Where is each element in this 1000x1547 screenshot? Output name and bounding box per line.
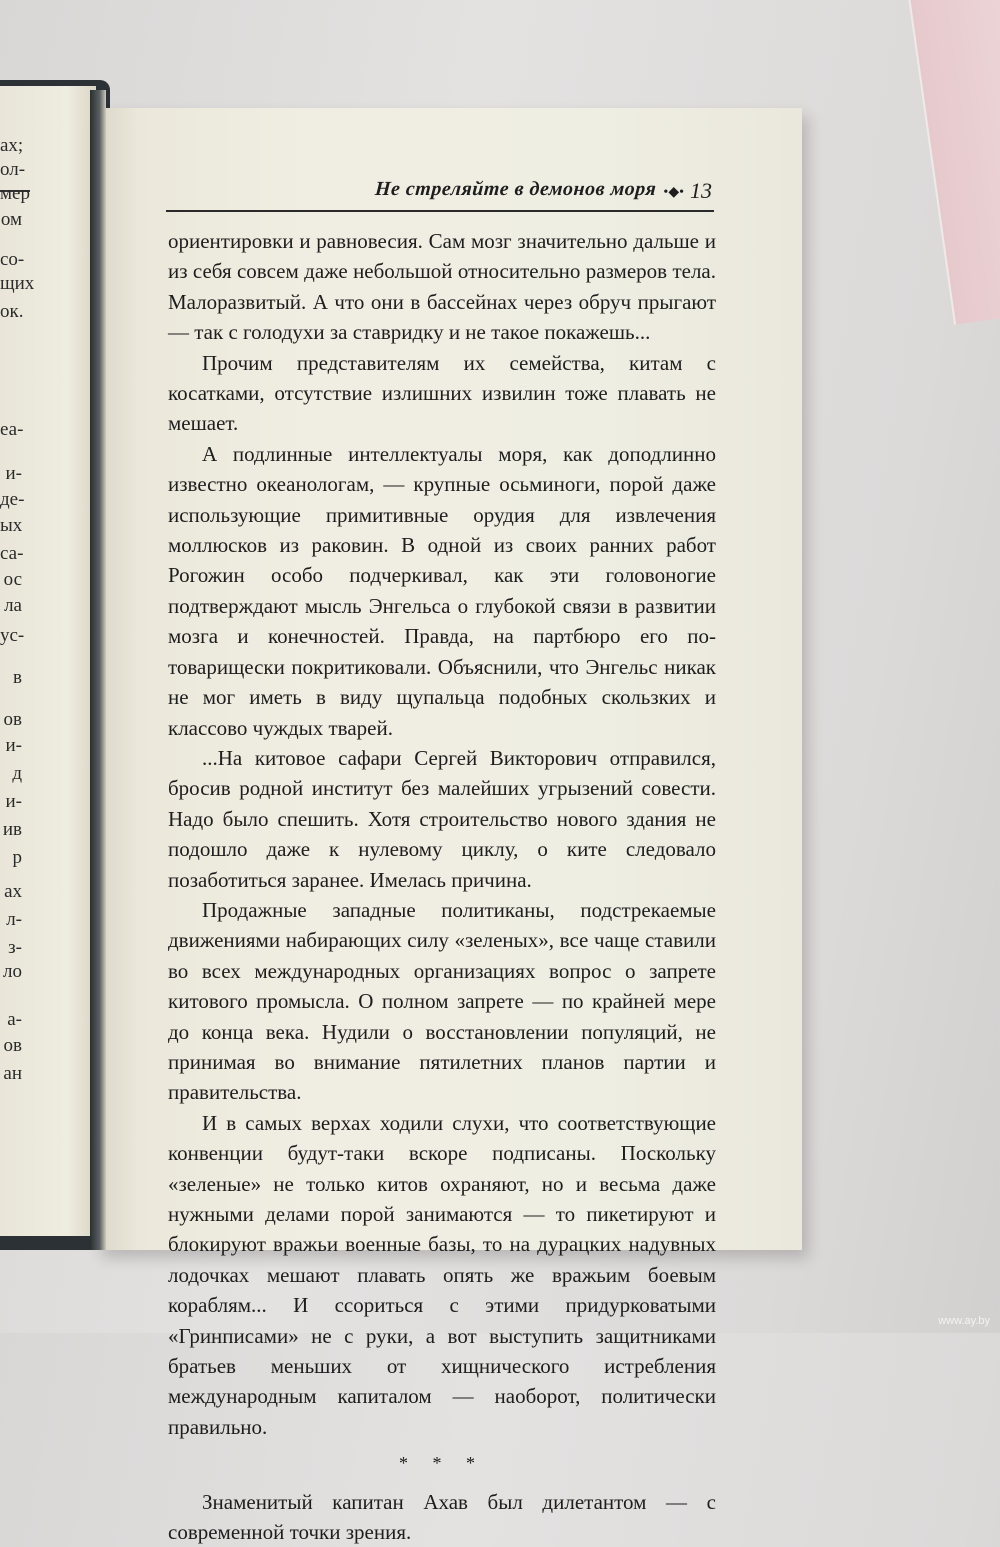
book-gutter bbox=[90, 90, 106, 1250]
left-page-fragment: и- bbox=[5, 735, 22, 756]
left-page-fragment: де- bbox=[0, 489, 25, 510]
page-text bbox=[168, 226, 716, 1547]
left-page-fragment: л- bbox=[6, 909, 22, 930]
left-page-fragment: ла bbox=[4, 595, 22, 616]
left-page-fragment: и- bbox=[5, 463, 22, 484]
left-page-fragment: ах; bbox=[0, 135, 24, 156]
left-page-fragment: ок. bbox=[0, 301, 24, 322]
left-page-fragment: ос bbox=[3, 569, 22, 590]
left-page-fragment: мер bbox=[0, 183, 30, 204]
header-rule bbox=[166, 210, 714, 212]
header-ornament-icon: •◆• bbox=[663, 185, 684, 200]
left-page-fragment: ол- bbox=[0, 159, 26, 180]
paragraph: А подлинные интеллектуалы моря, как доподлинно известно океанологам, — крупные осьминоги, порой даже использующие примитивные орудия для извлечения моллюсков из раковин. В одной из своих ранних работ Рогожин особо подчеркивал, как эти головоногие подтверждают мысль Энгельса о глубокой связи в развитии мозга и конечностей. Правда, на партбюро его по-товарищески покритиковали. Объяснили, что Энгельс никак не мог иметь в виду щупальца подобных скользких и классово чуждых тварей. bbox=[168, 441, 716, 740]
header-title: Не стреляйте в демонов моря bbox=[373, 178, 657, 200]
paragraph: Знаменитый капитан Ахав был дилетантом — с современной точки зрения. bbox=[168, 1489, 716, 1545]
paragraph: И в самых верхах ходили слухи, что соответствующие конвенции будут-таки вскоре подписаны. Поскольку «зеленые» не только китов охраняют, но и весьма даже нужными делами порой занимаются — то пикетируют и блокируют вражьи военные базы, то на дурацких надувных лодочках мешают плавать опять же вражьим боевым кораблям... И ссориться с этими придурковатыми «Гринписами» не с руки, а вот выступить защитниками братьев меньших от хищнического истребления международным капиталом — наоборот, политически правильно. bbox=[168, 1110, 716, 1439]
page-number: 13 bbox=[690, 178, 712, 203]
left-page-fragment: со- bbox=[0, 249, 25, 270]
left-page-fragment: д bbox=[12, 763, 22, 784]
left-page-fragment: ан bbox=[3, 1063, 22, 1084]
left-page-fragment: ах bbox=[4, 881, 22, 902]
left-page-fragment: еа- bbox=[0, 419, 24, 440]
paragraph: Прочим представителям их семейства, китам с косатками, отсутствие излишних извилин тоже плавать не мешает. bbox=[168, 350, 716, 436]
watermark: www.ay.by bbox=[938, 1315, 990, 1327]
left-page-fragment: а- bbox=[7, 1009, 22, 1030]
left-page-fragment: ус- bbox=[0, 625, 25, 646]
left-page-fragment: р bbox=[12, 847, 22, 868]
left-page-fragment: ом bbox=[0, 209, 22, 230]
left-page-fragment: з- bbox=[8, 937, 22, 958]
left-page-fragment: ов bbox=[3, 1035, 22, 1056]
left-page-fragment: ых bbox=[0, 515, 23, 536]
left-page-fragment: ло bbox=[3, 961, 22, 982]
section-separator: * * * bbox=[399, 1453, 485, 1474]
left-page-fragment: са- bbox=[0, 543, 24, 564]
left-page-fragment: щих bbox=[0, 273, 35, 294]
paragraph: Продажные западные политиканы, подстрекаемые движениями набирающих силу «зеленых», все чаще ставили во всех международных организациях вопрос о запрете китового промысла. О полном запрете — по крайней мере до конца века. Нудили о восстановлении популяций, не принимая во внимание пятилетних планов партии и правительства. bbox=[168, 897, 716, 1105]
paragraph: ...На китовое сафари Сергей Викторович отправился, бросив родной институт без малейших угрызений совести. Надо было спешить. Хотя строительство нового здания не подошло даже к нулевому циклу, о ките следовало позаботиться заранее. Имелась причина. bbox=[168, 745, 716, 892]
left-page-fragment: в bbox=[13, 667, 22, 688]
running-header bbox=[166, 172, 714, 212]
left-page bbox=[0, 86, 96, 1236]
left-page-fragment: ов bbox=[3, 709, 22, 730]
left-page-fragment: и- bbox=[5, 791, 22, 812]
paragraph: ориентировки и равновесия. Сам мозг значительно дальше и из себя совсем даже небольшой относительно размеров тела. Малоразвитый. А что они в бассейнах через обруч прыгают — так с голодухи за ставридку и не такое покажешь... bbox=[168, 229, 716, 345]
left-page-fragment: ив bbox=[2, 819, 22, 840]
